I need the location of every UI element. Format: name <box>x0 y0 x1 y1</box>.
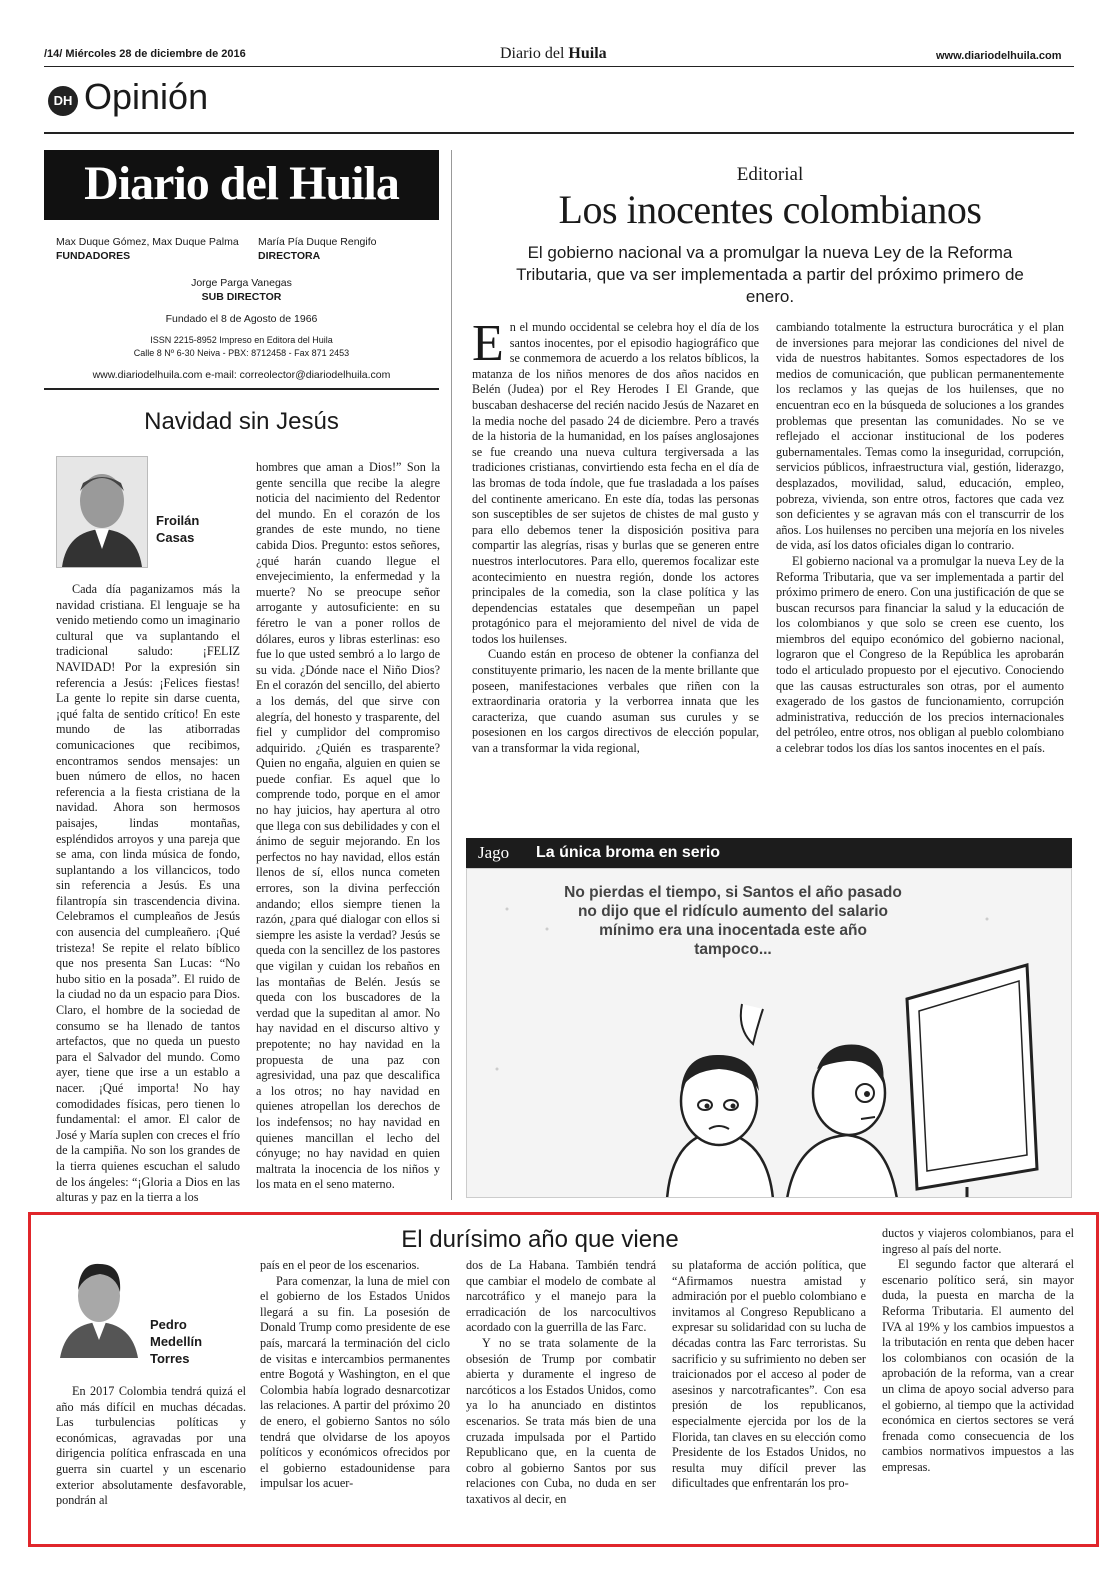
column2-col4 <box>672 1258 866 1492</box>
column2-author-line3: Torres <box>150 1351 190 1366</box>
column2-paragraph-5b: El segundo factor que alterará el escenario político será, sin mayor duda, la puesta en marcha de la Reforma Tributaria. El aumento del IVA al 19% y los cambios impuestos a la tributación en renta que deben hacer los colombianos con ocasión de la aprobación de la reforma, van a crear un clima de apoyo social adverso para el gobierno, al tiempo que la actividad económica en ciertos sectores se verá frenada como consecuencia de los cambios normativos impuestos a las empresas. <box>882 1257 1074 1474</box>
editorial-paragraph-1 <box>472 315 759 647</box>
subdirector-name: Jorge Parga Vanegas <box>191 277 292 289</box>
column2-author-line2: Medellín <box>150 1334 203 1349</box>
column2-col5 <box>882 1226 1074 1476</box>
column2-paragraph-5a: ductos y viajeros colombianos, para el ingreso al país del norte. <box>882 1226 1074 1256</box>
column2-paragraph-3b: Y no se trata solamente de la obsesión de Trump por combatir abierta y duramente el ingreso de narcóticos a los Estados Unidos, como ya lo ha anunciado en distintos escenarios. Se trata más bien de una cruzada impulsada por el Partido Republicano que, en la cuenta de cobro al gobierno Santos por sus relaciones con Cuba, no duda en ser taxativos al decir, en <box>466 1335 656 1506</box>
section-rule <box>44 132 1074 134</box>
author-photo-pedro <box>56 1252 142 1358</box>
column2-col3 <box>466 1258 656 1508</box>
column1-left-paragraph: Cada día paganizamos más la navidad cristiana. El lenguaje se ha venido metiendo como un imaginario cultural que va suplantando el tradicional saludo: ¡FELIZ NAVIDAD! Por la expresión sin referencia a Jesús: ¡Felices fiestas! La gente lo repite sin darse cuenta, ¡qué falta de sentido crítico! En este mundo de las atiborradas comunicaciones que recibimos, encontramos sendos mensajes: un buen número de ellos, no hacen referencia a la fiesta cristiana de la navidad. Ahora son hermosos paisajes, lindas montañas, espléndidos arroyos y una pareja que se ama, con linda música de fondo, suplantando a los villancicos, todo sin referencia a Jesús. Es una filantropía sin trascendencia divina. Celebramos el cumpleaños de Jesús con ausencia del cumpleañero. ¡Qué tristeza! Se repite el relato bíblico que nos presenta San Lucas: “No hubo sitio en la posada”. El ruido de la ciudad no da un espacio para Dios. Claro, el hombre de la sociedad de consumo se ha llenado de tantos artefactos, que no queda un puesto para el Salvador del mundo. Como ayer, tiene que irse a un establo a nacer. ¡Qué importa! No hay comodidades físicas, pero tienen lo fundamental: el amor. El calor de José y María suplen con creces el frío de la campiña. No son los grandes de la tierra quienes escuchan el saludo de los ángeles: “¡Gloria a Dios en las alturas y paz en la tierra a los <box>56 582 240 1205</box>
column2-paragraph-2a: país en el peor de los escenarios. <box>260 1258 420 1272</box>
column1-right-text <box>256 460 440 1193</box>
column1-right-paragraph: hombres que aman a Dios!” Son la gente sencilla que recibe la alegre noticia del nacimiento del Redentor del mundo. En el corazón de los grandes de este mundo, no tiene cabida Dios. Pregunto: estos señores, ¿qué harán cuando llegue el envejecimiento, la enfermedad y la muerte? No se preocupe señor arrogante y autosuficiente: en su féretro le van a poner rollos de dólares, euros y libras esterlinas: eso fue lo que usted sembró a lo largo de su vida. ¿Dónde nace el Niño Dios? En el corazón del sencillo, del abierto a los demás, del que sirve con alegría, del honesto y trasparente, del fiel y cumplidor del compromiso adquirido. ¿Quién es trasparente? Quien no engaña, alguien en quien se puede confiar. Es aquel que lo comprende todo, porque en el amor no hay juicios, hay apertura al otro que llega con sus debilidades y con el ánimo de seguir mejorando. En los perfectos no hay navidad, ellos están llenos de sí, ellos nunca cometen errores, son la divina perfección andando; ellos siempre tienen la razón, ¿para qué dialogar con ellos si siempre les asiste la verdad? Jesús se queda con la sencillez de los pastores que vigilan y cuidan los rebaños en las montañas de Belén. Jesús se queda con los buscadores de la verdad que la supeditan al amor. No hay navidad en el discurso altivo y prepotente; no hay navidad en la propuesta de una paz con agresividad, una paz que descalifica a los otros; no hay navidad en quienes atropellan los derechos de los indefensos; no hay navidad en quienes mancillan el lecho del cónyuge; no hay navidad en quien maltrata la inocencia de los niños y los mata en el seno materno. <box>256 460 440 1192</box>
cartoon-monitor <box>907 965 1037 1198</box>
column1-author-last: Casas <box>156 530 195 545</box>
issn-line: ISSN 2215-8952 Impreso en Editora del Huila <box>150 335 333 345</box>
founded-date: Fundado el 8 de Agosto de 1966 <box>165 313 318 325</box>
column1-author-first: Froilán <box>156 513 200 528</box>
column2-col1 <box>56 1384 246 1509</box>
column2-col2 <box>260 1258 450 1492</box>
column2-paragraph-4: su plataforma de acción política, que “Afirmamos nuestra amistad y admiración por el pueblo colombiano e invitamos al Congreso Republicano a expresar su solidaridad con su lucha de décadas contra las Farc terroristas. Su sacrificio y su sufrimiento no deben ser traicionados por el acceso al poder de asesinos y narcotraficantes”. Con esa presión de los republicanos, especialmente ejercida por los de la Florida, tan claves en su elección como Presidente de los Estados Unidos, no resulta muy difícil prever las dificultades que enfrentarán los pro- <box>672 1258 866 1491</box>
editorial-paragraph-4: El gobierno nacional va a promulgar la nueva Ley de la Reforma Tributaria, que va ser implementada a partir del próximo primero de enero. Con una justificación de que se buscan recursos para financiar la salud y la educación de los colombianos y que solo se creen ese cuento, los miembros del equipo económico del gobierno nacional, lograron que el Congreso de la República les aprobarán todo el articulado propuesto por el ejecutivo. Conociendo que las causas estructurales son otras, por el aumento exagerado de los gastos de funcionamiento, corrupción administrativa, reducción de los precios internacionales del petróleo, entre otros, nos obligan al pueblo colombiano a celebrar todos los días los santos inocentes en el país. <box>776 553 1064 756</box>
masthead <box>44 150 439 220</box>
cartoon-bar <box>466 838 1072 868</box>
masthead-logo: Diario del Huila <box>44 150 439 220</box>
masthead-bottom-rule <box>44 388 439 390</box>
column2-author <box>150 1316 202 1367</box>
column2-paragraph-2b: Para comenzar, la luna de miel con el gobierno de los Estados Unidos llegará a su fin. La posesión de Donald Trump como presidente de ese país, marcará la terminación del ciclo de visitas e intercambios permanentes entre Bogotá y Washington, en el que Colombia había logrado desnarcotizar las relaciones. A partir del próximo 20 de enero, el gobierno Santos no sólo tendrá que olvidarse de los apoyos políticos y económicos ofrecidos por el gobierno estadounidense para impulsar los acuer- <box>260 1273 450 1491</box>
header-url[interactable]: www.diariodelhuila.com <box>936 50 1062 62</box>
header-title-plain: Diario del <box>500 45 569 62</box>
web-email-line[interactable]: www.diariodelhuila.com e-mail: correolector@diariodelhuila.com <box>92 369 391 381</box>
column-divider <box>451 150 452 1200</box>
header-title <box>500 45 607 63</box>
editorial-paragraph-2: Cuando están en proceso de obtener la confianza del constituyente primario, les nacen de la mente brillante que poseen, manifestaciones verbales que riñen con la extraordinaria oratoria y la verborrea innata que les caracteriza, que cuando asuman sus curules y se posesionen en los cargos directivos de elección popular, van a transformar la vida regional, <box>472 647 759 756</box>
director-label: DIRECTORA <box>258 250 321 262</box>
cartoon-artist: Jago <box>478 843 510 862</box>
editorial-dropcap: E <box>472 315 504 372</box>
editorial-kicker: Editorial <box>736 164 804 185</box>
director-name: María Pía Duque Rengifo <box>258 236 377 248</box>
subdirector-label: SUB DIRECTOR <box>201 291 282 303</box>
section-logo: DH <box>48 86 78 116</box>
editorial-paragraph-3: cambiando totalmente la estructura burocrática y el plan de inversiones para mejorar las condiciones del nivel de vida de nuestros habitantes. Somos espectadores de los medios de comunicación, que publican permanentemente los reclamos y las quejas de los huilenses, que no encuentran eco en la búsqueda de soluciones a los grandes problemas que presentan las comunidades. No se ve reflejado el accionar institucional de los poderes gubernamentales. Temas como la inseguridad, corrupción, servicios públicos, infraestructura vial, gestión, liderazgo, desplazados, movilidad, salud, educación, empleo, pobreza, vivienda, son entre otros, factores que cada vez son deficientes y se agravan más con el transcurrir de los años. Los huilenses no perciben una mejoría en los niveles de vida, así los datos oficiales digan lo contrario. <box>776 320 1064 553</box>
column2-author-line1: Pedro <box>150 1317 187 1332</box>
editorial-col2 <box>776 320 1064 757</box>
page-info: /14/ Miércoles 28 de diciembre de 2016 <box>44 48 246 60</box>
editorial-p1-text: n el mundo occidental se celebra hoy el día de los santos inocentes, por el episodio hagiográfico que se conmemora de acuerdo a los relatos bíblicos, la matanza de los niños menores de dos años nacidos en Belén (Judea) por el Rey Herodes I El Grande, que buscaban deshacerse del recién nacido Jesús de Nazaret en la media noche del pasado 24 de diciembre. Pero a través de la historia de la humanidad, en los países anglosajones se fue creando una nueva cultura tergiversada a las tradiciones cristianas, convirtiendo esta fecha en el día de las bromas de toda índole, que fue trasladada a los países del continente americano. En este día, todas las personas son susceptibles de ser sujetos de chistes de mal gusto y para ello debemos tener la disposición positiva para compartir las alegrías, risas y burlas que se generen entre nuestros interlocutores. Para ello, queremos focalizar este acontecimiento en nuestra región, donde los actores principales de la comedia, son la clase política y las dependencias estatales que desempeñan un papel protagónico para el mejoramiento del nivel de vida de todos los huilenses. <box>472 320 759 646</box>
editorial-title: Los inocentes colombianos <box>558 187 982 232</box>
author-photo-froilan <box>56 456 148 568</box>
column1-left-text <box>56 582 240 1206</box>
editorial-col1 <box>472 315 759 757</box>
cartoon-speech: No pierdas el tiempo, si Santos el año pasado no dijo que el ridículo aumento del salario mínimo era una inocentada este año tampoco... <box>564 884 902 958</box>
editorial-lead: El gobierno nacional va a promulgar la nueva Ley de la Reforma Tributaria, que va ser implementada a partir del próximo primero de enero. <box>516 243 1024 306</box>
cartoon-title: La única broma en serio <box>536 844 721 861</box>
column1-title: Navidad sin Jesús <box>144 408 339 435</box>
cartoon-panel <box>466 868 1072 1198</box>
column2-paragraph-1: En 2017 Colombia tendrá quizá el año más difícil en muchas décadas. Las turbulencias políticas y económicas, agravadas por una dirigencia política enfrascada en una guerra sin cuartel y un escenario exterior absolutamente desfavorable, pondrán al <box>56 1384 246 1508</box>
column2-paragraph-3a: dos de La Habana. También tendrá que cambiar el modelo de combate al narcotráfico y el manejo para la erradicación de los narcocultivos acordado con la guerrilla de las Farc. <box>466 1258 656 1335</box>
column1-author <box>156 512 199 546</box>
header-title-bold: Huila <box>568 45 607 62</box>
column2-title: El durísimo año que viene <box>401 1226 679 1253</box>
founders-names: Max Duque Gómez, Max Duque Palma <box>56 236 239 248</box>
address-line: Calle 8 Nº 6-30 Neiva - PBX: 8712458 - Fax 871 2453 <box>133 348 350 358</box>
founders-label: FUNDADORES <box>56 250 131 262</box>
header-rule <box>44 66 1074 67</box>
section-title: Opinión <box>84 76 209 117</box>
